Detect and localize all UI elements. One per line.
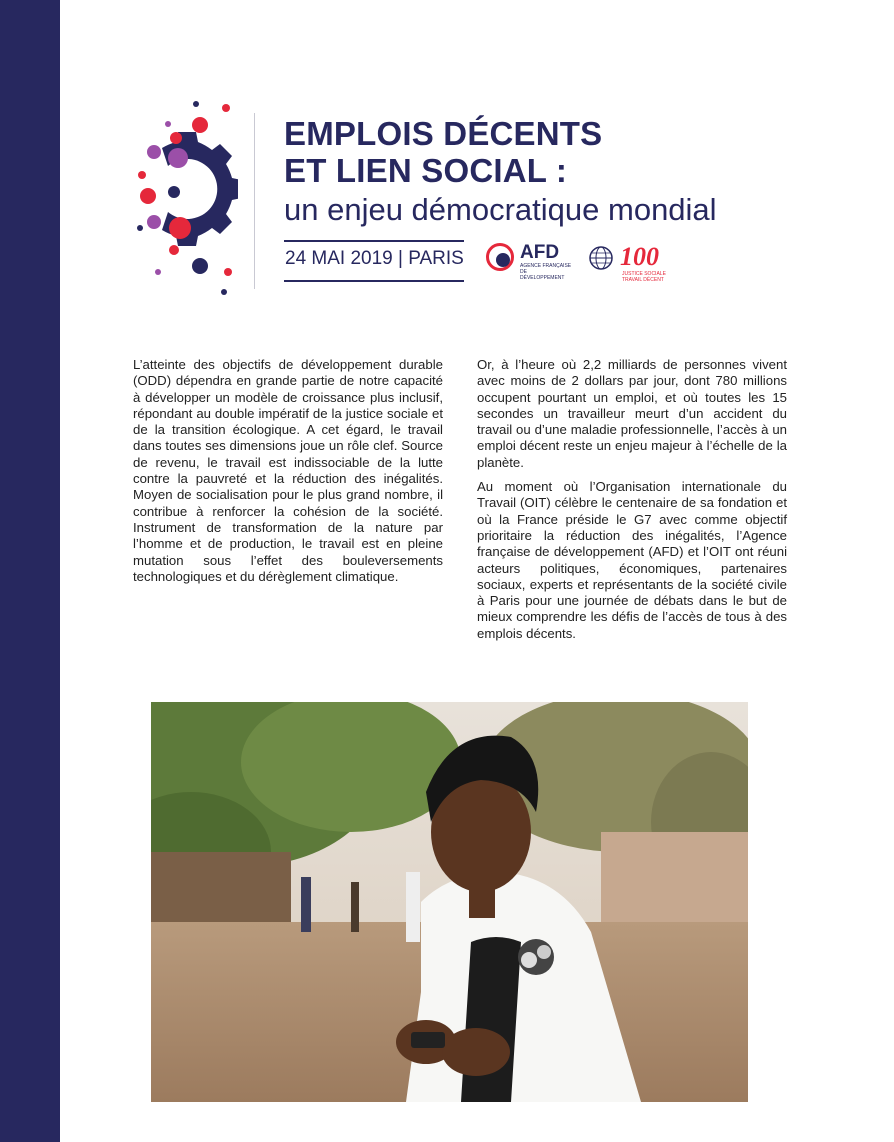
title-line-1: EMPLOIS DÉCENTS — [284, 115, 603, 152]
centenary-number: 100 — [620, 242, 659, 271]
afd-name: AFD — [520, 242, 560, 263]
left-paragraph: L’atteinte des objectifs de développement durable (ODD) dépendra en grande partie de notre capacité à développer un modèle de croissance plus inclusif, répondant au double impératif de la justice sociale et de la transition écologique. A cet égard, le travail dans toutes ses dimensions joue un rôle clef. Source de revenu, le travail est indissociable de la lutte contre la pauvreté et la réduction des inégalités. Moyen de socialisation pour le plus grand nombre, il contribue à renforcer la cohésion de la société. Instrument de transformation de la nature par l’homme et de production, le travail est en pleine mutation sous l’effet des bouleversements technologiques et du dérèglement climatique. — [133, 357, 443, 584]
centenary-tagline: JUSTICE SOCIALE TRAVAIL DÉCENT — [622, 271, 666, 283]
ilo-globe-icon — [588, 245, 614, 271]
photo-woman-with-phone — [151, 702, 748, 1102]
event-date-place: 24 MAI 2019 | PARIS — [285, 248, 464, 269]
afd-tagline: AGENCE FRANÇAISE DE DÉVELOPPEMENT — [520, 263, 572, 281]
centenary-logo — [620, 243, 672, 285]
title-line-2: ET LIEN SOCIAL : — [284, 152, 568, 189]
left-sidebar-band — [0, 0, 60, 1142]
afd-circle-icon — [486, 243, 514, 271]
left-column — [133, 357, 443, 593]
date-bottom-rule — [284, 280, 464, 282]
right-paragraph-1: Or, à l’heure où 2,2 milliards de personnes vivent avec moins de 2 dollars par jour, dont 780 millions occupent pourtant un emploi, et où toutes les 15 secondes un travailleur meurt d’un accident du travail ou d’une maladie professionnelle, l’accès à un emploi décent reste un enjeu majeur à l’échelle de la planète. — [477, 357, 787, 470]
gear-logo-icon — [128, 100, 238, 300]
right-paragraph-2: Au moment où l’Organisation internationale du Travail (OIT) célèbre le centenaire de sa fondation et où la France préside le G7 avec comme objectif prioritaire la réduction des inégalités, l’Agence française de développement (AFD) et l’OIT ont réuni acteurs politiques, économiques, partenaires sociaux, experts et représentants de la société civile à Paris pour une journée de débats dans le but de mieux comprendre les défis de l’accès de tous à des emplois décents. — [477, 479, 787, 641]
header-divider — [254, 113, 255, 289]
date-top-rule — [284, 240, 464, 242]
subtitle: un enjeu démocratique mondial — [284, 192, 717, 227]
afd-logo — [486, 243, 572, 279]
right-column — [477, 357, 787, 650]
